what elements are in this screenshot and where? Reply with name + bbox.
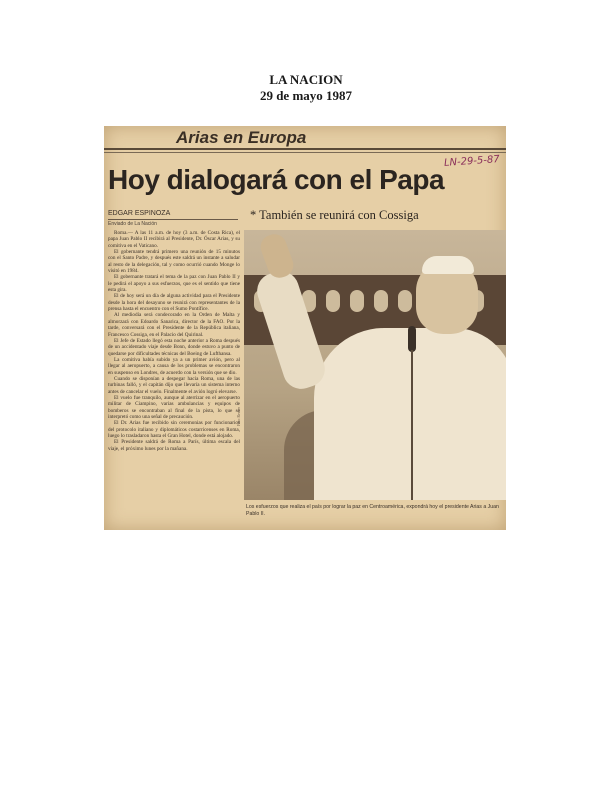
paragraph: El gobernante tendrá primero una reunión de 15 minutos con el Santo Padre, y después este saldrá un instante a saludar al resto de la delegación, tal y como ocurrió cuando Monge lo visitó en 1984. [108, 249, 240, 275]
figure-body [314, 328, 506, 500]
paragraph: Roma.— A las 11 a.m. de hoy (3 a.m. de Costa Rica), el papa Juan Pablo II recibirá al Presidente, Dr. Óscar Arias, y su comitiva en el Vaticano. [108, 230, 240, 249]
handwritten-date: LN-29-5-87 [443, 154, 501, 169]
paragraph: El Presidente saldrá de Roma a París, última escala del viaje, el próximo lunes por la mañana. [108, 439, 240, 452]
paragraph: El Jefe de Estado llegó esta noche anterior a Roma después de un accidentado viaje desde Bonn, donde estuvo a punto de quedarse por dificultades técnicas del Boeing de Lufthansa. [108, 337, 240, 357]
headline: Hoy dialogará con el Papa [108, 164, 445, 195]
paragraph: La comitiva había subido ya a un primer avión, pero al llegar al aeropuerto, a causa de los problemas se encontraron en suspenso en Londres, de acuerdo con la versión que se dio. [108, 356, 240, 376]
paragraph: El de hoy será un día de alguna actividad para el Presidente desde la hora del desayuno se reunirá con representantes de la prensa hasta el encuentro con el Sumo Pontífice. [108, 293, 240, 313]
newspaper-title: LA NACION [269, 72, 343, 87]
microphone [408, 326, 416, 352]
section-label: Arias en Europa [176, 128, 307, 147]
window-shape [326, 290, 340, 312]
subheadline: * También se reunirá con Cossiga [250, 208, 419, 222]
page-header [0, 72, 612, 104]
byline-sub: Enviado de La Nación [108, 221, 157, 227]
byline: EDGAR ESPINOZA [108, 210, 171, 217]
top-rule [104, 148, 506, 150]
paragraph: El Dr. Arias fue recibido sin ceremonias por funcionarios del protocolo italiano y diplomáticos costarricenses en Roma, luego lo trasladaron hasta el Gran Hotel, donde está alojado. [108, 420, 240, 439]
photo-credit: Foto Reuter [236, 407, 241, 426]
article-body [108, 230, 240, 500]
newspaper-clipping [104, 126, 506, 530]
window-shape [350, 290, 364, 312]
paragraph: El vuelo fue tranquilo, aunque al aterrizar en el aeropuerto militar de Ciampino, varias ambulancias y equipos de bomberos se encontraban al final de la pista, lo que se interpretó como una señal de precaución. [108, 394, 240, 420]
paragraph: El gobernante tratará el tema de la paz con Juan Pablo II y le pedirá el apoyo a sus esfuerzos, que es el sentido que tiene esta gira. [108, 274, 240, 294]
news-photo [244, 230, 506, 500]
paragraph: Al mediodía será condecorado en la Orden de Malta y almorzará con Edoardo Sanarica, director de la FAO. Por la tarde, conversará con el Presidente de la República italiana, Francesco Cossiga, en el Palacio del Quirinal. [108, 312, 240, 338]
byline-rule [108, 219, 238, 220]
top-rule-thin [104, 152, 506, 153]
window-shape [398, 290, 412, 312]
publication-date: 29 de mayo 1987 [259, 88, 353, 103]
paragraph: Cuando se disponían a despegar hacia Roma, una de las turbinas falló, y el capitán dijo que llevaría un sistema interno antes de cancelar el vuelo. Finalmente el avión logró elevarse. [108, 375, 240, 395]
zucchetto-cap [422, 256, 474, 274]
microphone-stand [411, 350, 413, 500]
photo-caption: Los esfuerzos que realiza el país por lograr la paz en Centroamérica, expondrá hoy el presidente Arias a Juan Pablo II. [246, 504, 499, 517]
window-shape [374, 290, 388, 312]
